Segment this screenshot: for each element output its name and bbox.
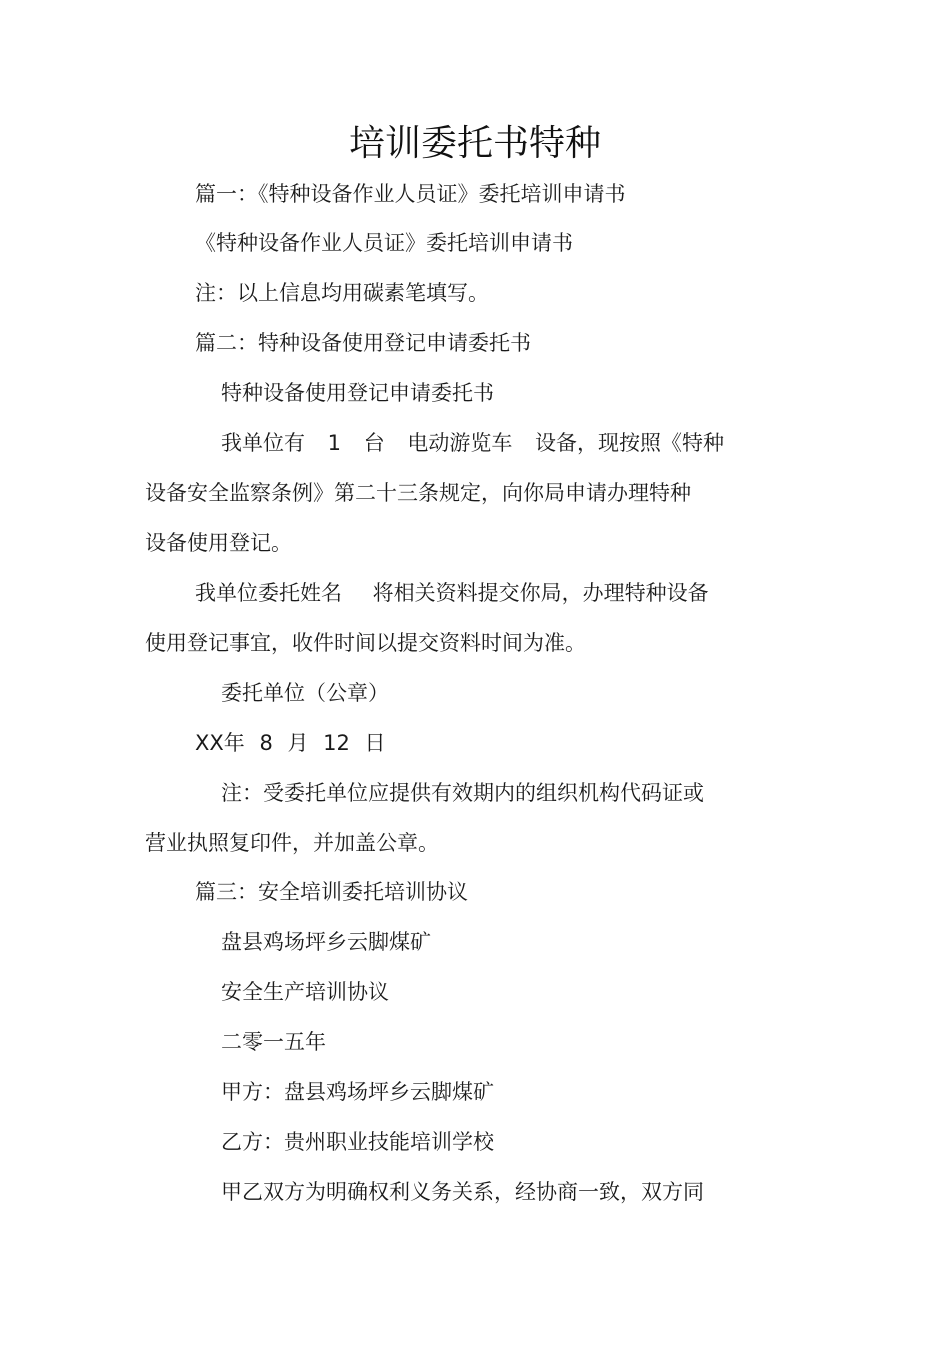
section-heading-3: 篇三：安全培训委托培训协议 [195,880,468,904]
paragraph-line: 安全生产培训协议 [221,980,389,1004]
paragraph-line: 二零一五年 [221,1030,326,1054]
document-title: 培训委托书特种 [348,123,601,164]
paragraph-line: 我单位有 1 台 电动游览车 设备，现按照《特种 [221,431,725,455]
paragraph-line: 委托单位（公章） [221,681,389,705]
paragraph-line: 盘县鸡场坪乡云脚煤矿 [221,930,431,954]
paragraph-line: 甲乙双方为明确权利义务关系，经协商一致，双方同 [221,1180,704,1204]
paragraph-line: 设备使用登记。 [145,531,292,555]
date-line: XX年 8 月 12 日 [195,731,386,755]
paragraph-line: 使用登记事宜，收件时间以提交资料时间为准。 [145,631,586,655]
paragraph-line: 特种设备使用登记申请委托书 [221,381,494,405]
note-line: 注：以上信息均用碳素笔填写。 [195,281,489,305]
section-heading-2: 篇二：特种设备使用登记申请委托书 [195,331,531,355]
paragraph-line: 我单位委托姓名 将相关资料提交你局，办理特种设备 [195,581,709,605]
paragraph-line: 乙方：贵州职业技能培训学校 [221,1130,494,1154]
paragraph-line: 甲方：盘县鸡场坪乡云脚煤矿 [221,1080,494,1104]
section-heading-1: 篇一：《特种设备作业人员证》委托培训申请书 [195,182,626,206]
paragraph-line: 设备安全监察条例》第二十三条规定，向你局申请办理特种 [145,481,691,505]
note-line: 注：受委托单位应提供有效期内的组织机构代码证或 [221,781,704,805]
paragraph-line: 《特种设备作业人员证》委托培训申请书 [195,231,573,255]
paragraph-line: 营业执照复印件，并加盖公章。 [145,831,439,855]
